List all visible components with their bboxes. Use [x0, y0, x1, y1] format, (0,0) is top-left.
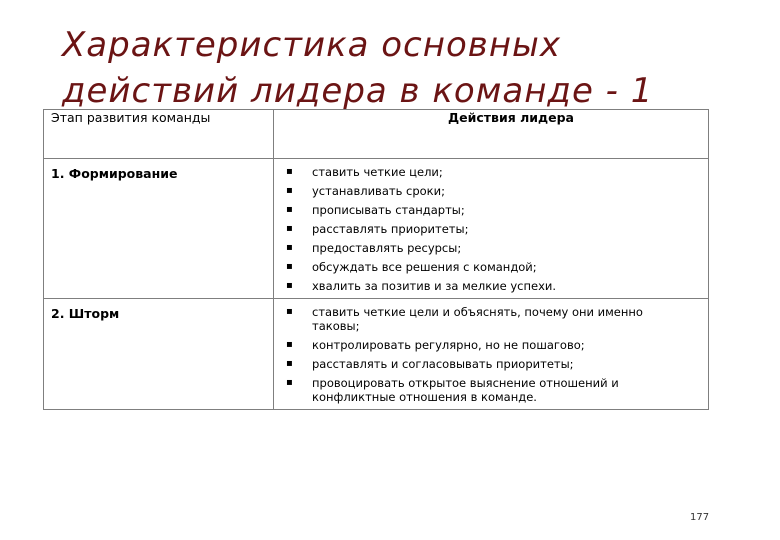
actions-list [274, 299, 708, 404]
slide-title-line-1: Характеристика основных [62, 25, 562, 65]
actions-list [274, 159, 708, 293]
list-item: ▪ расставлять приоритеты; [286, 222, 688, 236]
list-item: ▪ ставить четкие цели и объяснять, почему они именно таковы; [286, 305, 688, 333]
list-item: ▪ прописывать стандарты; [286, 203, 688, 217]
list-item: ▪ расставлять и согласовывать приоритеты; [286, 357, 688, 371]
stage-name: 1. Формирование [44, 159, 274, 299]
list-item: ▪ устанавливать сроки; [286, 184, 688, 198]
list-item: ▪ контролировать регулярно, но не пошагово; [286, 338, 688, 352]
table-header-row [44, 110, 709, 159]
table-row [44, 159, 709, 299]
list-item: ▪ обсуждать все решения с командой; [286, 260, 688, 274]
list-item: ▪ предоставлять ресурсы; [286, 241, 688, 255]
header-actions: Действия лидера [274, 110, 709, 159]
stage-name: 2. Шторм [44, 299, 274, 410]
list-item: ▪ хвалить за позитив и за мелкие успехи. [286, 279, 688, 293]
list-item: ▪ ставить четкие цели; [286, 165, 688, 179]
header-stage: Этап развития команды [44, 110, 274, 159]
page-number: 177 [690, 512, 710, 523]
leader-actions-table [43, 109, 709, 410]
actions-cell [274, 299, 709, 410]
slide-title-line-2: действий лидера в команде - 1 [62, 71, 654, 111]
table-row [44, 299, 709, 410]
slide-title [62, 22, 762, 114]
actions-cell [274, 159, 709, 299]
list-item: ▪ провоцировать открытое выяснение отношений и конфликтные отношения в команде. [286, 376, 688, 404]
